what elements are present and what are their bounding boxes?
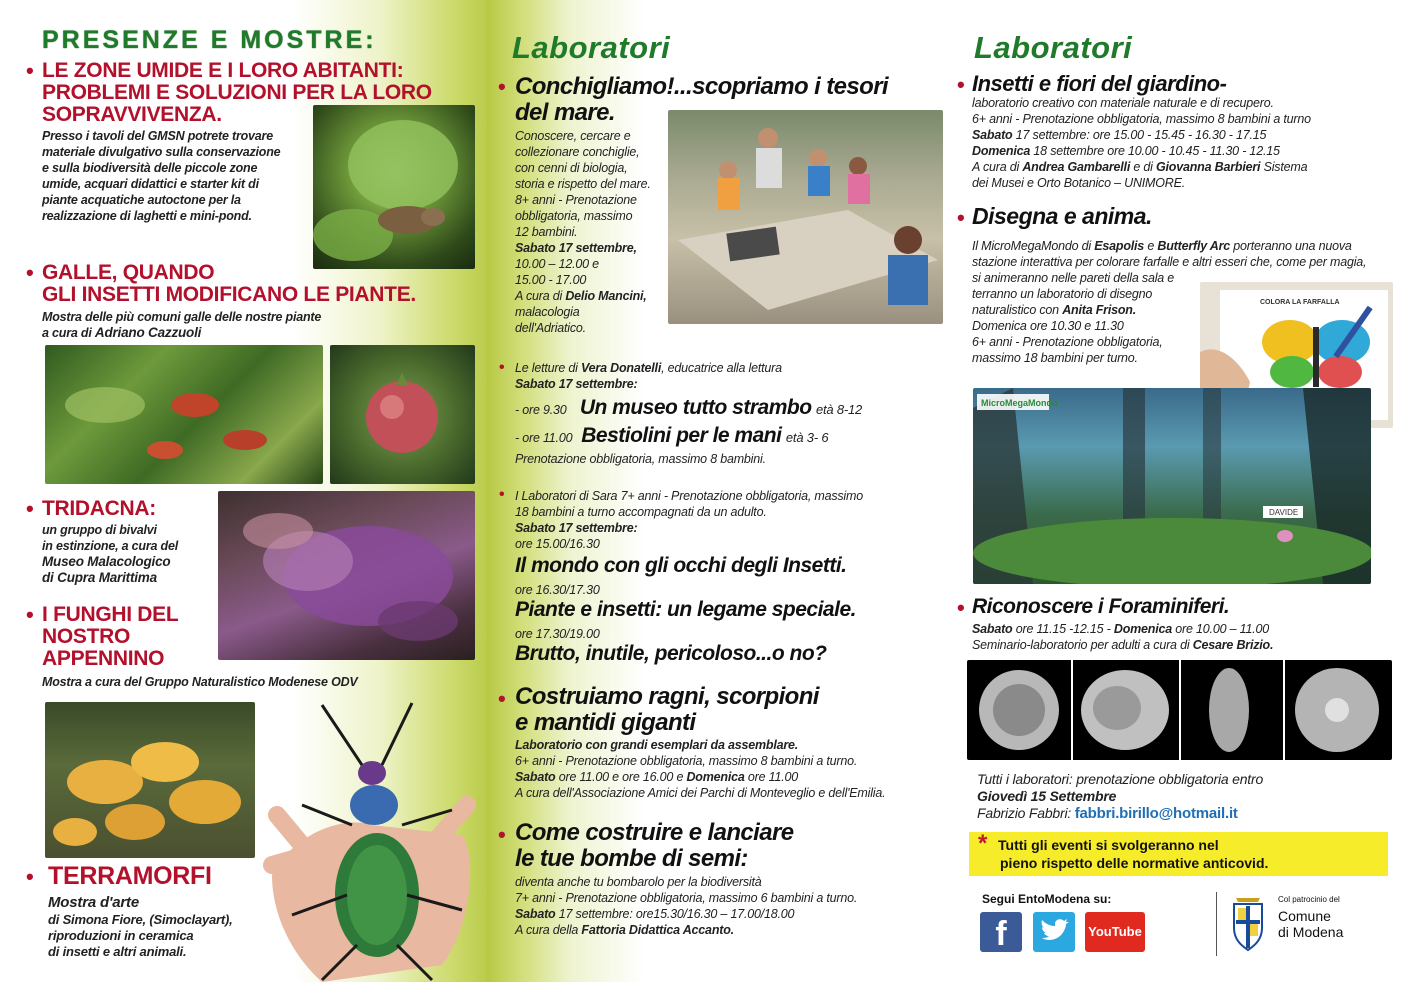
social-label: Segui EntoModena su: [982, 892, 1112, 906]
lab-desc-foraminiferi: Sabato ore 11.15 -12.15 - Domenica ore 10.00 – 11.00 Seminario-laboratorio per adulti a cura di Cesare Brizio. [972, 622, 1274, 652]
coloring-sheet-title: COLORA LA FARFALLA [1260, 299, 1340, 306]
divider [1216, 892, 1217, 956]
exhibit-desc-funghi: Mostra a cura del Gruppo Naturalistico Modenese ODV [42, 675, 358, 689]
bullet: • [26, 864, 34, 889]
exhibit-desc-tridacna: un gruppo di bivalvi in estinzione, a cura del Museo Malacologico di Cupra Marittima [42, 523, 179, 585]
lab-session-piante: Piante e insetti: un legame speciale. [515, 598, 856, 621]
exhibit-title-zone-umide: LE ZONE UMIDE E I LORO ABITANTI: PROBLEMI E SOLUZIONI PER LA LORO SOPRAVVIVENZA. [42, 59, 432, 126]
lab-desc-disegna: Il MicroMegaMondo di Esapolis e Butterfly Arc porteranno una nuova stazione interattiva per colorare farfalle e altri esseri che, come per magia, si animeranno nelle pareti della sala e terranno un laboratorio di disegno naturalistico con Anita Frison. Domenica ore 10.30 e 11.30 6+ anni - Prenotazione obbligatoria, massimo 18 bambini per turno. [972, 239, 1367, 365]
bullet: • [26, 602, 34, 627]
lab-title-ragni: Costruiamo ragni, scorpioni e mantidi giganti [515, 683, 819, 736]
patron-label: Col patrocinio del [1278, 895, 1340, 904]
exhibit-desc-zone-umide: Presso i tavoli del GMSN potrete trovare materiale divulgativo sulla conservazione e sulla biodiversità delle piccole zone umide, acquari didattici e starter kit di piante acquatiche autoctone per la realizzazione di laghetti e mini-pond. [42, 129, 281, 223]
asterisk: * [978, 830, 988, 857]
lab-desc-insetti-fiori: laboratorio creativo con materiale naturale e di recupero. 6+ anni - Prenotazione obbligatoria, massimo 8 bambini a turno Sabato 17 settembre: ore 15.00 - 15.45 - 16.30 - 17.15 Domenica 18 settembre ore 10.00 - 10.45 - 11.30 - 12.15 A cura di Andrea Gambarelli e di Giovanna Barbieri Sistema dei Musei e Orto Botanico – UNIMORE. [972, 96, 1311, 190]
screen-name-tag: DAVIDE [1269, 508, 1299, 517]
exhibit-title-galle: GALLE, QUANDO GLI INSETTI MODIFICANO LE PIANTE. [42, 261, 416, 306]
youtube-icon[interactable]: YouTube [1085, 912, 1145, 952]
facebook-icon[interactable]: f [980, 912, 1022, 952]
children-workshop-photo [668, 110, 943, 324]
bullet: • [957, 72, 965, 97]
bullet: • [498, 686, 506, 711]
exhibit-desc-galle: Mostra delle più comuni galle delle nostre piante a cura di Adriano Cazzuoli [42, 310, 322, 340]
exhibit-title-funghi: I FUNGHI DEL NOSTRO APPENNINO [42, 603, 179, 670]
bullet: • [26, 496, 34, 521]
screen-logo: MicroMegaMondo [981, 398, 1058, 408]
bullet: • [26, 260, 34, 285]
lab-session-insetti: Il mondo con gli occhi degli Insetti. [515, 554, 847, 577]
lab-session-time-3: ore 17.30/19.00 [515, 627, 600, 641]
lab-session-brutto: Brutto, inutile, pericoloso...o no? [515, 642, 827, 665]
bullet: • [957, 205, 965, 230]
frog-lilypad-photo [313, 105, 475, 269]
exhibit-title-tridacna: TRIDACNA: [42, 497, 156, 520]
covid-notice-text: Tutti gli eventi si svolgeranno nel pieno rispetto delle normative anticovid. [998, 837, 1269, 871]
lab-title-insetti-fiori: Insetti e fiori del giardino- [972, 71, 1227, 96]
bullet: • [498, 822, 506, 847]
twitter-icon[interactable] [1033, 912, 1075, 952]
interactive-forest-screen [973, 388, 1371, 584]
exhibit-title-terramorfi: TERRAMORFI [48, 862, 212, 890]
footer-booking: Tutti i laboratori: prenotazione obbligatoria entro Giovedì 15 Settembre Fabrizio Fabbri: fabbri.birillo@hotmail.it [977, 771, 1264, 822]
tridacna-clam-photo [218, 491, 475, 660]
patron-name: Comune di Modena [1278, 908, 1344, 940]
bullet: • [499, 359, 505, 376]
bullet: • [499, 486, 505, 503]
gall-fruit-photo [330, 345, 475, 484]
section-heading: PRESENZE E MOSTRE: [42, 26, 377, 54]
lab-desc-conchigliamo: Conoscere, cercare e collezionare conchiglie, con cenni di biologia, storia e rispetto del mare. 8+ anni - Prenotazione obbligatoria, massimo 12 bambini. Sabato 17 settembre, 10.00 – 12.00 e 15.00 - 17.00 A cura di Delio Mancini, malacologia dell'Adriatico. [515, 129, 651, 335]
lab-desc-sara: I Laboratori di Sara 7+ anni - Prenotazione obbligatoria, massimo 18 bambini a turno accompagnati da un adulto. Sabato 17 settembre: ore 15.00/16.30 [515, 489, 863, 551]
lab-title-disegna: Disegna e anima. [972, 203, 1152, 229]
section-heading: Laboratori [974, 30, 1133, 65]
bullet: • [498, 74, 506, 99]
modena-crest-icon [1228, 894, 1268, 952]
chanterelle-mushrooms-photo [45, 702, 255, 858]
lab-desc-letture: Le letture di Vera Donatelli, educatrice alla lettura Sabato 17 settembre: [515, 361, 782, 391]
bullet: • [957, 595, 965, 620]
lab-title-bombe: Come costruire e lanciare le tue bombe di semi: [515, 819, 794, 872]
galls-leaf-photo [45, 345, 323, 484]
reading-row-1: - ore 9.30 Un museo tutto strambo età 8-12 [515, 396, 863, 419]
lab-desc-bombe: diventa anche tu bombarolo per la biodiversità 7+ anni - Prenotazione obbligatoria, massimo 6 bambini a turno. Sabato 17 settembre: ore15.30/16.30 – 17.00/18.00 A cura della Fattoria Didattica Accanto. [515, 875, 858, 937]
section-heading: Laboratori [512, 30, 671, 65]
lab-desc-ragni: Laboratorio con grandi esemplari da assemblare. 6+ anni - Prenotazione obbligatoria, massimo 8 bambini a turno. Sabato ore 11.00 e ore 16.00 e Domenica ore 11.00 A cura dell'Associazione Amici dei Parchi di Monteveglio e dell'Emilia. [515, 738, 886, 800]
lab-title-foraminiferi: Riconoscere i Foraminiferi. [972, 595, 1230, 618]
beetle-in-hand-photo [262, 695, 482, 982]
contact-email-link[interactable]: fabbri.birillo@hotmail.it [1074, 805, 1238, 822]
lab-session-time-2: ore 16.30/17.30 [515, 583, 600, 597]
reading-row-2: - ore 11.00 Bestiolini per le mani età 3- 6 [515, 424, 829, 447]
reading-note: Prenotazione obbligatoria, massimo 8 bambini. [515, 452, 766, 466]
foraminifera-micrographs [967, 660, 1392, 760]
lab-title-conchigliamo: Conchigliamo!...scopriamo i tesori del mare. [515, 73, 888, 126]
exhibit-desc-terramorfi: Mostra d'arte di Simona Fiore, (Simoclayart), riproduzioni in ceramica di insetti e altri animali. [48, 894, 233, 959]
bullet: • [26, 58, 34, 83]
